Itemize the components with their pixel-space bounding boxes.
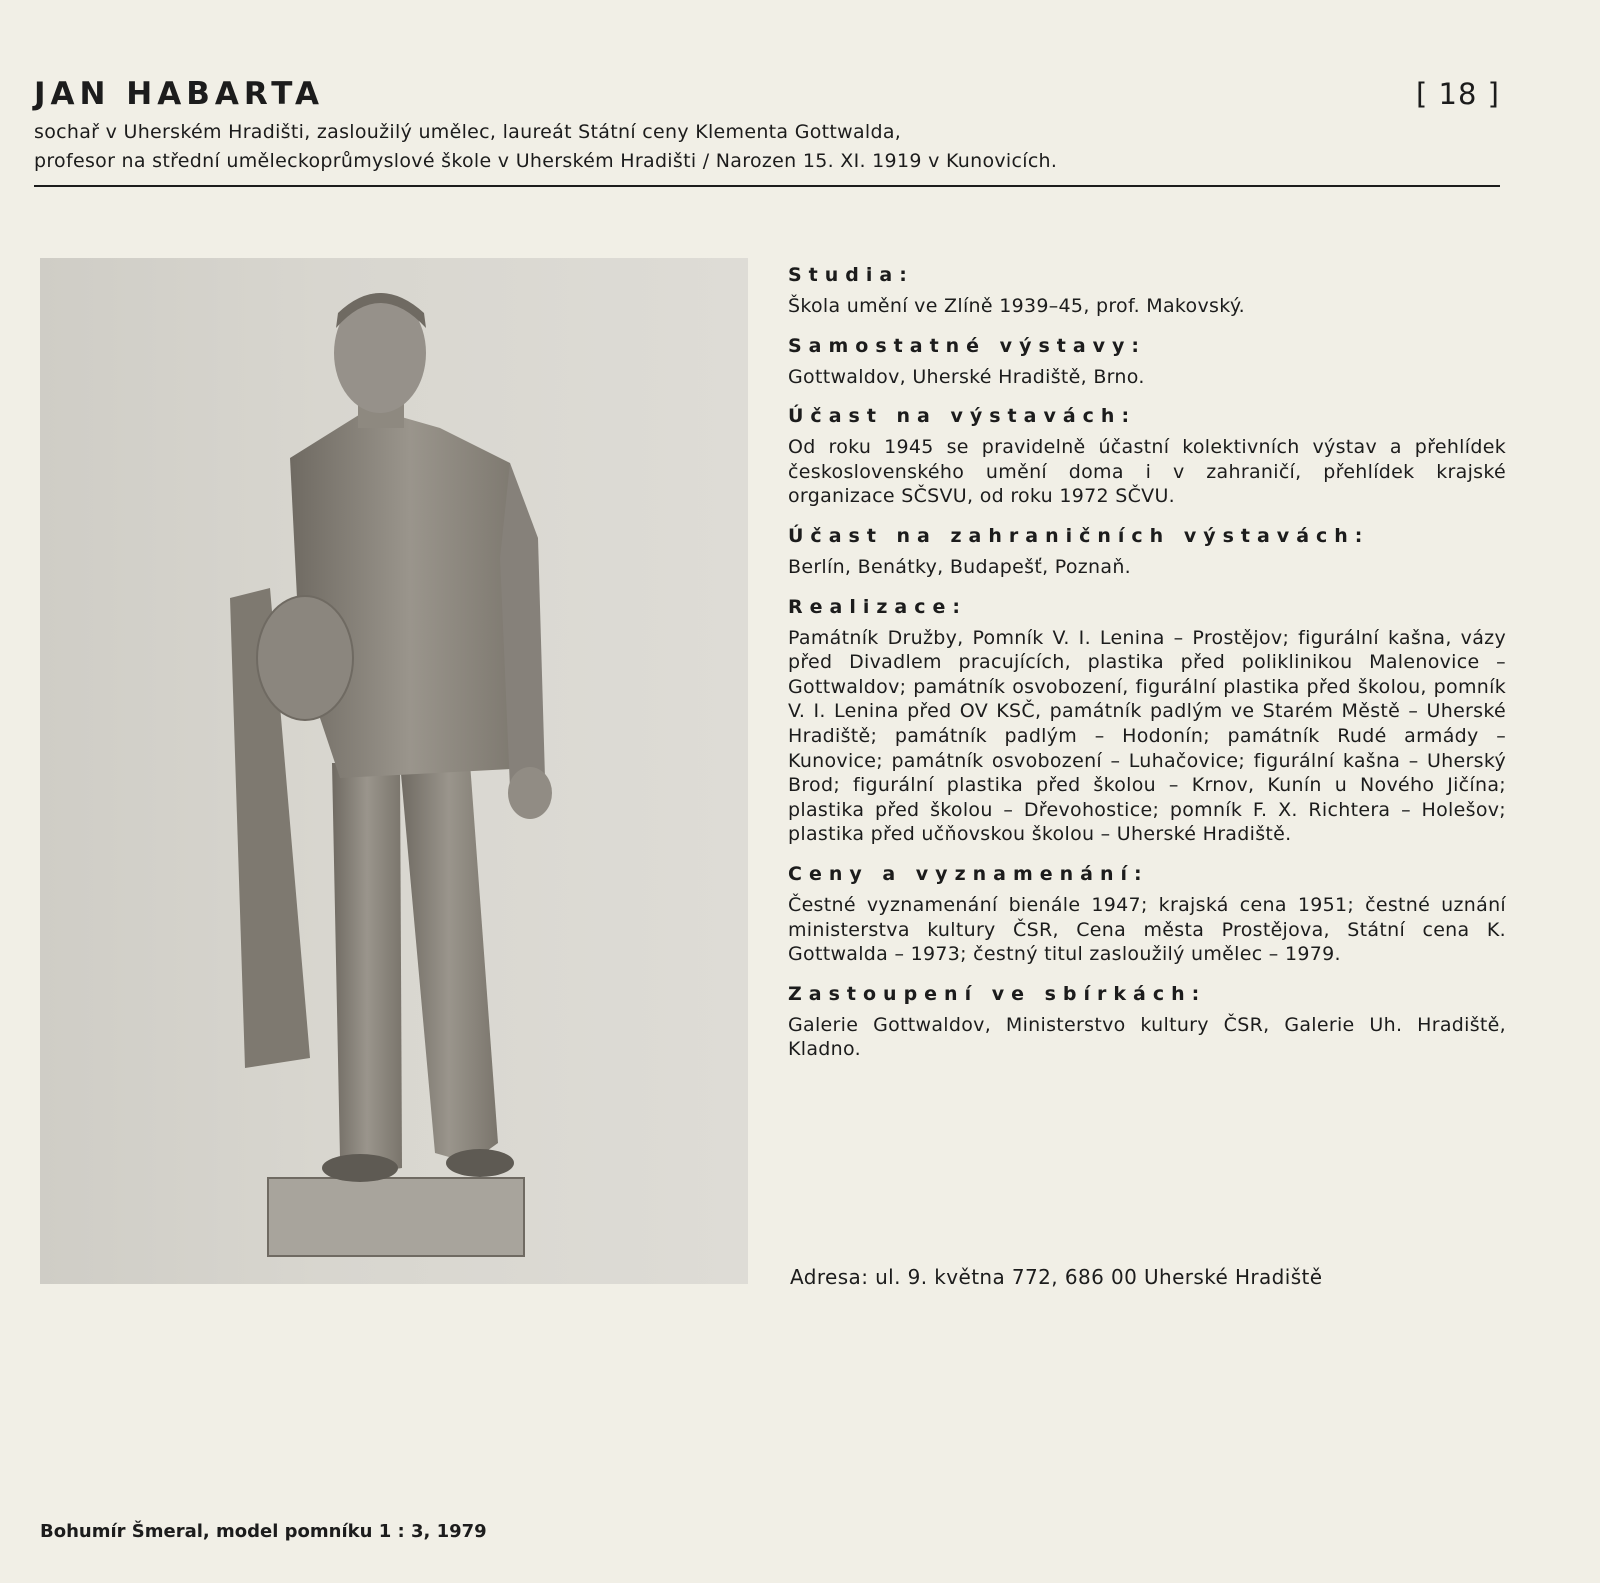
section-body-zastoupeni: Galerie Gottwaldov, Ministerstvo kultury ČSR, Galerie Uh. Hradiště, Kladno. <box>788 1013 1506 1061</box>
section-body-ucast-na-vystavach: Od roku 1945 se pravidelně účastní kolektivních výstav a přehlídek československého umění doma i v zahraničí, přehlídek krajské organizace SČSVU, od roku 1972 SČVU. <box>788 436 1506 508</box>
photo-caption: Bohumír Šmeral, model pomníku 1 : 3, 1979 <box>40 1521 487 1542</box>
section-body-studia: Škola umění ve Zlíně 1939–45, prof. Makovský. <box>788 295 1245 317</box>
section-heading-ceny: Ceny a vyznamenání: <box>788 862 1149 885</box>
section-heading-zahranicni-vystavy: Účast na zahraničních výstavách: <box>788 524 1370 547</box>
artist-name: JAN HABARTA <box>34 76 325 112</box>
section-heading-ucast-na-vystavach: Účast na výstavách: <box>788 405 1137 428</box>
section-heading-realizace: Realizace: <box>788 595 967 618</box>
address: Adresa: ul. 9. května 772, 686 00 Uherské Hradiště <box>790 1265 1323 1289</box>
section-body-samostatne-vystavy: Gottwaldov, Uherské Hradiště, Brno. <box>788 365 1145 388</box>
bio-content <box>788 262 1506 1076</box>
section-heading-zastoupeni: Zastoupení ve sbírkách: <box>788 982 1207 1005</box>
section-heading-samostatne-vystavy: Samostatné výstavy: <box>788 334 1147 357</box>
page-number: [ 18 ] <box>1416 77 1500 111</box>
statue-photo <box>40 258 748 1284</box>
section-body-zahranicni-vystavy: Berlín, Benátky, Budapešť, Poznaň. <box>788 555 1132 578</box>
statue-photo-icon <box>40 258 748 1284</box>
subtitle-line-2: profesor na střední uměleckoprůmyslové škole v Uherském Hradišti / Narozen 15. XI. 1919 v Kunovicích. <box>34 150 1058 172</box>
subtitle-line-1: sochař v Uherském Hradišti, zasloužilý umělec, laureát Státní ceny Klementa Gottwalda, <box>34 121 902 143</box>
header-divider <box>34 185 1500 187</box>
section-body-realizace: Památník Družby, Pomník V. I. Lenina – Prostějov; figurální kašna, vázy před Divadlem pracujících, plastika před poliklinikou Malenovice – Gottwaldov; památník osvobození, figurální plastika před školou, pomník V. I. Lenina před OV KSČ, památník padlým ve Starém Městě – Uherské Hradiště; památník padlým – Hodonín; památník Rudé armády – Kunovice; památník osvobození – Luhačovice; figurální kašna – Uherský Brod; figurální plastika před školou – Krnov, Kunín u Nového Jičína; plastika před školou – Dřevohostice; pomník F. X. Richtera – Holešov; plastika před učňovskou školou – Uherské Hradiště. <box>788 626 1506 846</box>
section-heading-studia: Studia: <box>788 264 914 286</box>
section-body-ceny: Čestné vyznamenání bienále 1947; krajská cena 1951; čestné uznání ministerstva kultury ČSR, Cena města Prostějova, Státní cena K. Gottwalda – 1973; čestný titul zasloužilý umělec – 1979. <box>788 893 1506 966</box>
